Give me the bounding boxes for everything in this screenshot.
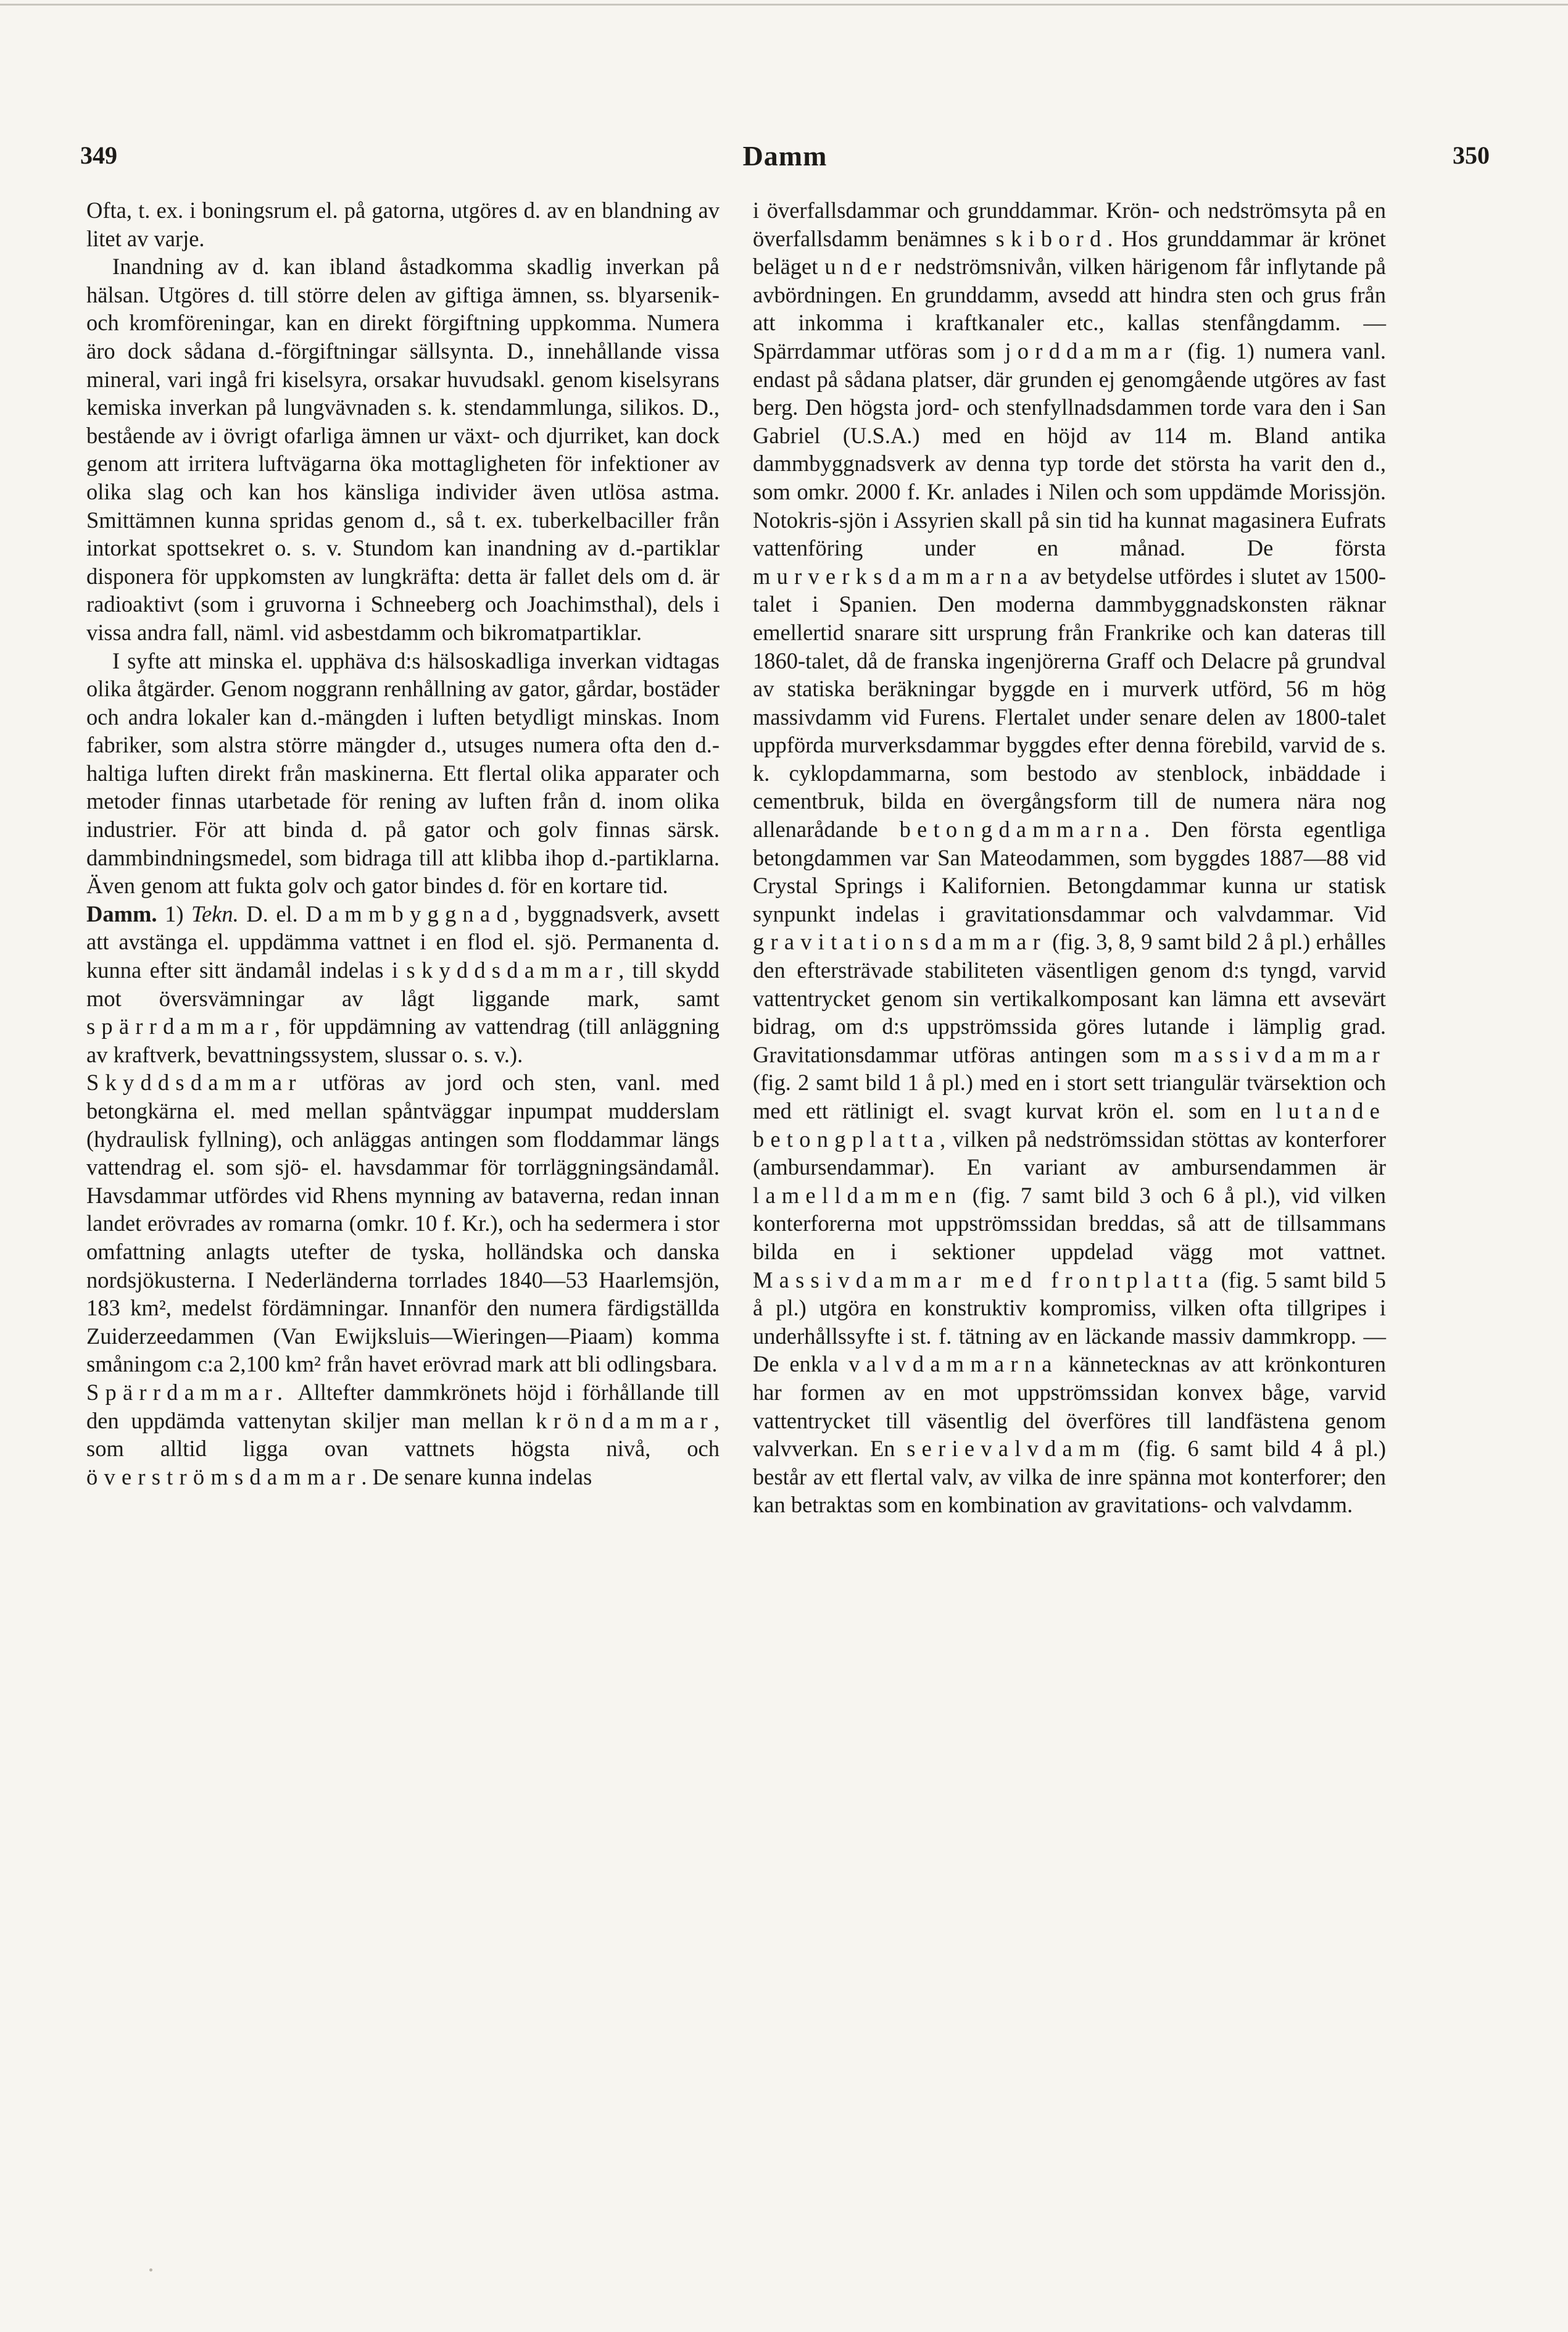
text-run: . Hos grunddammar är krönet beläget [753,225,1386,280]
text-run: , vilken på nedströmssidan stöttas av konterforer (ambursendammar). En variant av ambursendammen är [753,1126,1386,1180]
spaced-term: skibord [995,225,1108,251]
entry-damm-tekn [86,900,720,1069]
text-run: D. el. [238,901,306,927]
text-run: (fig. 5 samt bild 5 å pl.) utgöra en konstruktiv kompromiss, vilken ofta tillgripes i underhållssyfte i st. f. tätning av en läckande massiv dammkropp. — De enkla [753,1267,1386,1377]
text-run: (fig. 3, 8, 9 samt bild 2 å pl.) erhålles den eftersträvade stabiliteten väsentligen genom d:s tyngd, varvid vattentrycket genom sin vertikalkomposant kan lämna ett avsevärt bidrag, om d:s uppströmssida göres lutande i lämplig grad. Gravitationsdammar utföras antingen som [753,929,1386,1067]
spaced-term: Dammbyggnad [305,901,514,927]
left-column [86,196,720,1491]
scan-edge-line [0,4,1568,6]
spaced-term: valvdammarna [848,1351,1058,1377]
spaced-term: Spärrdammar. [86,1379,289,1405]
spaced-term: överströmsdammar [86,1464,362,1489]
spaced-term: murverksdammarna [753,563,1034,589]
entry-headword: Damm. [86,901,157,927]
right-column [753,196,1386,1519]
paragraph: Ofta, t. ex. i boningsrum el. på gatorna, utgöres d. av en blandning av litet av varje. [86,198,720,251]
spaced-term: Skyddsdammar [86,1070,302,1096]
sense-number: 1) [157,901,192,927]
text-run: . De senare kunna indelas [361,1464,592,1489]
text-run: (fig. 7 samt bild 3 och 6 å pl.), vid vilken konterforerna mot uppströmssidan breddas, så att de tillsammans bilda en i sektioner uppdelad vägg mot vattnet. [753,1182,1386,1264]
paragraph: I syfte att minska el. upphäva d:s hälsoskadliga inverkan vidtagas olika åtgärder. Genom noggrann renhållning av gator, gårdar, bostäder och andra lokaler kan d.-mängden i luften betydligt minskas. Inom fabriker, som alstra större mängder d., utsuges numera ofta den d.-haltiga luften direkt från maskinerna. Ett flertal olika apparater och metoder finnas utarbetade för rening av luften från d. inom olika industrier. För att binda d. på gator och golv finnas särsk. dammbindningsmedel, som bidraga till att klibba ihop d.-partiklarna. Även genom att fukta golv och gator bindes d. för en kortare tid. [86,648,720,899]
text-run: (fig. 6 samt bild 4 å pl.) består av ett flertal valv, av vilka de inre spänna mot konterforer; den kan betraktas som en kombination av gravitations- och valvdamm. [753,1436,1386,1518]
spaced-term: under [824,254,908,280]
text-run: nedströmsnivån, vilken härigenom får inflytande på avbördningen. En grunddamm, avsedd att hindra sten och grus från att inkomma i kraftkanaler etc., kallas stenfångdamm. — Spärrdammar utföras som [753,254,1386,364]
text-run: (fig. 2 samt bild 1 å pl.) med en i stort sett triangulär tvärsektion och med ett rätlinigt el. svagt kurvat krön el. som en [753,1070,1386,1123]
text-run: av betydelse utfördes i slutet av 1500-talet i Spanien. Den moderna dammbyggnadskonsten räknar emellertid snarare sitt ursprung från Frankrike och kan dateras till 1860-talet, då de franska ingenjörerna Graff och Delacre på grundval av statiska beräkningar byggde en i murverk utförd, 56 m hög massivdamm vid Furens. Flertalet under senare delen av 1800-talet uppförda murverksdammar byggdes efter denna förebild, varvid de s. k. cyklopdammarna, som bestodo av stenblock, inbäddade i cementbruk, bilda en övergångsform till de numera nära nog allenarådande [753,563,1386,843]
spaced-term: Massivdammar med frontplatta [753,1267,1214,1293]
field-label: Tekn. [191,901,239,927]
page-number-left: 349 [80,141,117,169]
paragraph [753,196,1386,1519]
spaced-term: gravitationsdammar [753,929,1047,955]
page-title: Damm [742,140,828,172]
spaced-term: skyddsdammar [406,957,619,983]
paragraph [86,1068,720,1378]
text-run: , som alltid ligga ovan vattnets högsta nivå, och [86,1407,720,1462]
text-run: , till skydd mot översvämningar av lågt liggande mark, samt [86,957,720,1011]
spaced-term: kröndammar [536,1407,714,1433]
text-run: kännetecknas av att krönkonturen har formen av en mot uppströmssidan konvex båge, varvid vattentrycket till väsentlig del överföres till landfästena genom valvverkan. En [753,1351,1386,1462]
page-number-right: 350 [1453,141,1490,169]
spaced-term: lutande betongplatta [753,1098,1386,1152]
spaced-term: lamelldammen [753,1182,963,1208]
text-run: . Den första egentliga betongdammen var San Mateodammen, som byggdes 1887—88 vid Crystal Springs i Kalifornien. Betongdammar kunna ur statisk synpunkt indelas i gravitationsdammar och valvdammar. Vid [753,817,1386,927]
spaced-term: massivdammar [1174,1041,1386,1067]
running-header [80,141,1490,178]
spaced-term: betongdammarna [899,817,1145,843]
text-run: i överfallsdammar och grunddammar. Krön- och nedströmsyta på en överfallsdamm benämnes [753,198,1386,251]
text-run: utföras av jord och sten, vanl. med betongkärna el. med mellan spåntväggar inpumpat mudderslam (hydraulisk fyllning), och anläggas antingen som floddammar längs vattendrag el. som sjö- el. havsdammar för torrläggningsändamål. Havsdammar utfördes vid Rhens mynning av bataverna, redan innan landet erövrades av romarna (omkr. 10 f. Kr.), och ha sedermera i stor omfattning anlagts utefter de tyska, holländska och danska nordsjökusterna. I Nederländerna torrlades 1840—53 Haarlemsjön, 183 km², medelst fördämningar. Innanför den numera färdigställda Zuiderzeedammen (Van Ewijksluis—Wieringen—Piaam) komma småningom c:a 2,100 km² från havet erövrad mark att bli odlingsbara. [86,1070,720,1377]
spaced-term: jorddammar [1005,338,1178,364]
paper-speck [149,2268,152,2272]
paragraph: Inandning av d. kan ibland åstadkomma skadlig inverkan på hälsan. Utgöres d. till större delen av giftiga ämnen, ss. blyarsenik- och kromföreningar, kan en direkt förgiftning uppkomma. Numera äro dock sådana d.-förgiftningar sällsynta. D., innehållande vissa mineral, vari ingå fri kiselsyra, orsakar huvudsakl. genom kiselsyrans kemiska inverkan på lungvävnaden s. k. stendammlunga, silikos. D., bestående av i övrigt ofarliga ämnen ur växt- och djurriket, kan dock genom att irritera luftvägarna öka mottagligheten för infektioner av olika slag och kan hos känsliga individer även utlösa astma. Smittämnen kunna spridas genom d., så t. ex. tuberkelbaciller från intorkat spottsekret o. s. v. Stundom kan inandning av d.-partiklar disponera för uppkomsten av lungkräfta: detta är fallet dels om d. är radioaktivt (som i gruvorna i Schneeberg och Joachimsthal), dels i vissa andra fall, näml. vid asbestdamm och bikromatpartiklar. [86,254,720,645]
paragraph [86,1378,720,1491]
spaced-term: spärrdammar [86,1014,275,1039]
text-run: Alltefter dammkrönets höjd i förhållande till den uppdämda vattenytan skiljer man mellan [86,1379,720,1433]
text-run: , byggnadsverk, avsett att avstänga el. uppdämma vattnet i en flod el. sjö. Permanenta d. kunna efter sitt ändamål indelas i [86,901,720,983]
spaced-term: serievalvdamm [906,1436,1127,1462]
text-run: (fig. 1) numera vanl. endast på sådana platser, där grunden ej genomgående utgöres av fast berg. Den högsta jord- och stenfyllnadsdammen torde vara den i San Gabriel (U.S.A.) med en höjd av 114 m. Bland antika dammbyggnadsverk av denna typ torde det största ha varit den d., som omkr. 2000 f. Kr. anlades i Nilen och som uppdämde Morissjön. Notokris-sjön i Assyrien skall på sin tid ha kunnat magasinera Eufrats vattenföring under en månad. De första [753,338,1386,561]
text-run: , för uppdämning av vattendrag (till anläggning av kraftverk, bevattningssystem, slussar o. s. v.). [86,1014,720,1067]
